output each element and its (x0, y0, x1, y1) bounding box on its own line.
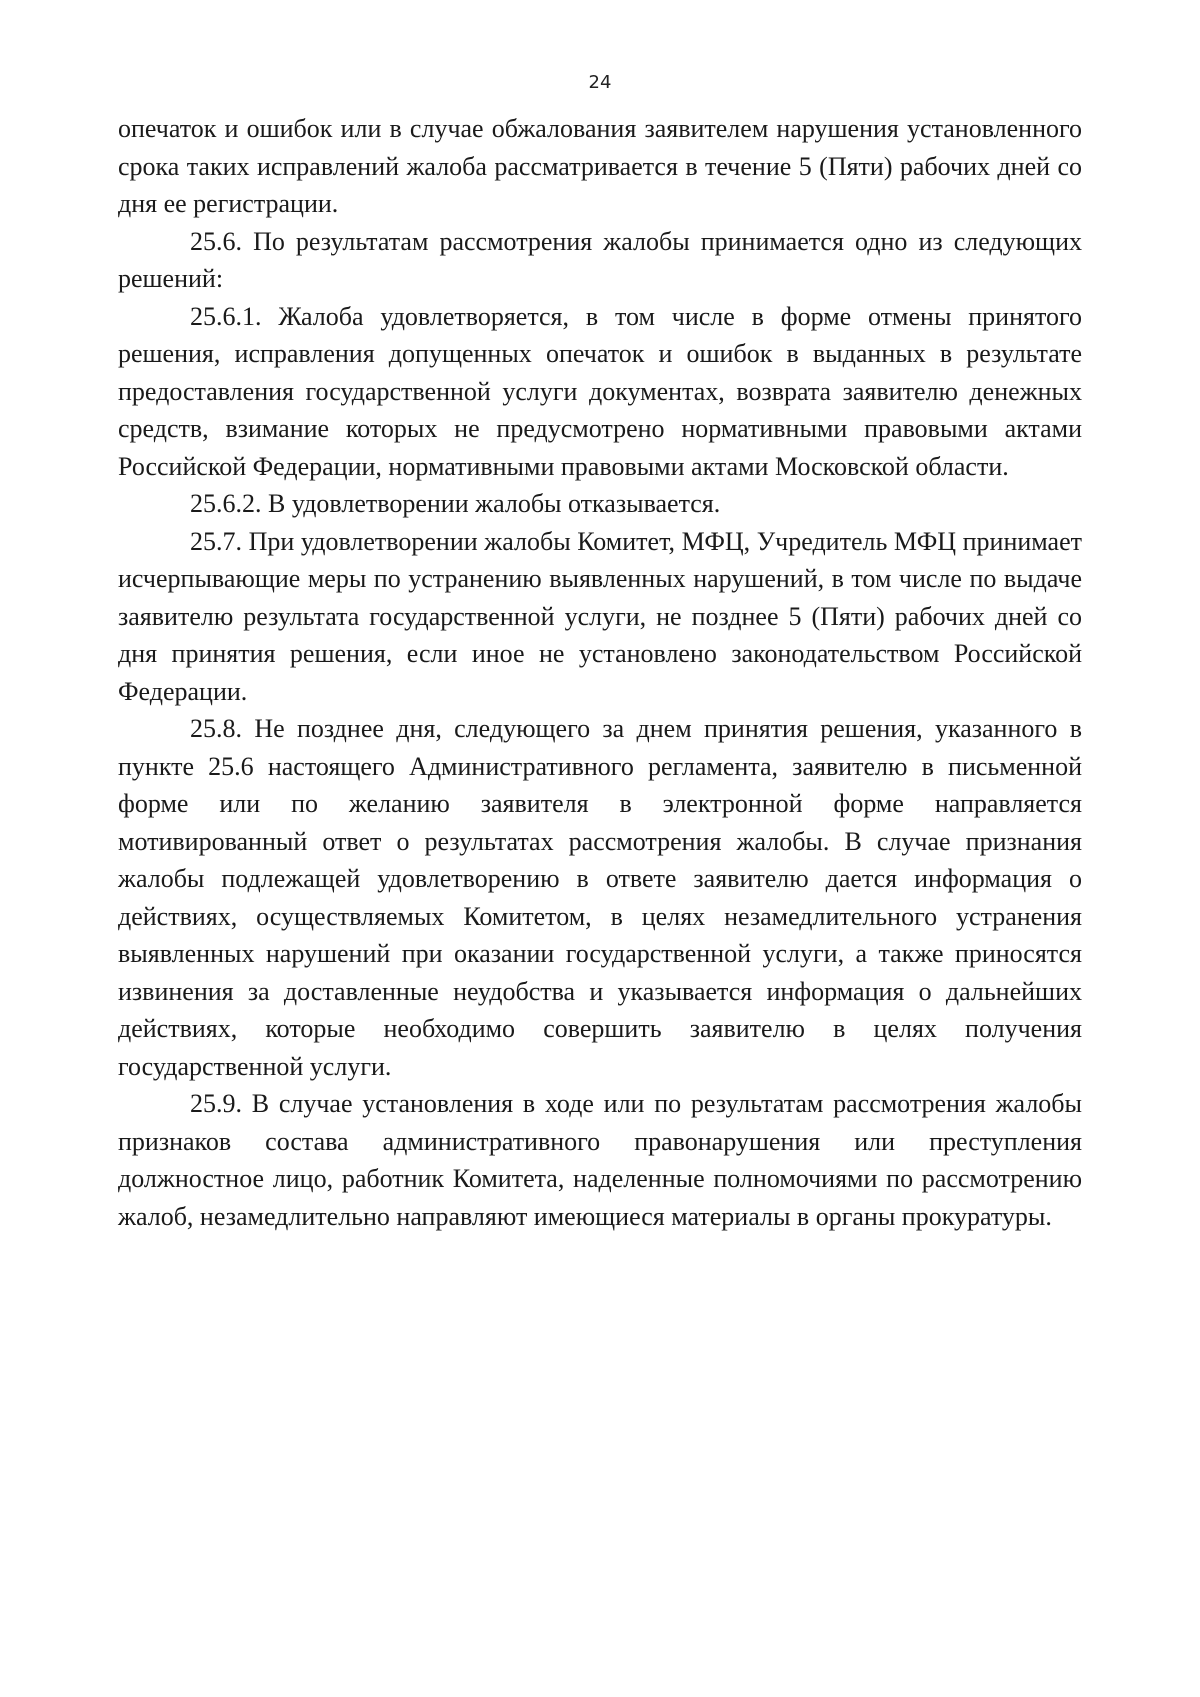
paragraph-25-8: 25.8. Не позднее дня, следующего за днем принятия решения, указанного в пункте 25.6 настоящего Административного регламента, заявителю в письменной форме или по желанию заявителя в электронной форме направляется мотивированный ответ о результатах рассмотрения жалобы. В случае признания жалобы подлежащей удовлетворению в ответе заявителю дается информация о действиях, осуществляемых Комитетом, в целях незамедлительного устранения выявленных нарушений при оказании государственной услуги, а также приносятся извинения за доставленные неудобства и указывается информация о дальнейших действиях, которые необходимо совершить заявителю в целях получения государственной услуги. (118, 714, 1082, 1081)
paragraph-25-6-1: 25.6.1. Жалоба удовлетворяется, в том числе в форме отмены принятого решения, исправления допущенных опечаток и ошибок в выданных в результате предоставления государственной услуги документах, возврата заявителю денежных средств, взимание которых не предусмотрено нормативными правовыми актами Российской Федерации, нормативными правовыми актами Московской области. (118, 301, 1082, 481)
page-number: 24 (588, 72, 612, 93)
paragraph-25-7: 25.7. При удовлетворении жалобы Комитет, МФЦ, Учредитель МФЦ принимает исчерпывающие меры по устранению выявленных нарушений, в том числе по выдаче заявителю результата государственной услуги, не позднее 5 (Пяти) рабочих дней со дня принятия решения, если иное не установлено законодательством Российской Федерации. (118, 526, 1082, 706)
paragraph-25-6: 25.6. По результатам рассмотрения жалобы принимается одно из следующих решений: (118, 226, 1082, 293)
paragraph-25-6-2: 25.6.2. В удовлетворении жалобы отказывается. (190, 489, 721, 518)
paragraph-continuation: опечаток и ошибок или в случае обжалования заявителем нарушения установленного срока таких исправлений жалоба рассматривается в течение 5 (Пяти) рабочих дней со дня ее регистрации. (118, 114, 1082, 218)
document-body (118, 110, 1082, 1235)
paragraph-25-9: 25.9. В случае установления в ходе или по результатам рассмотрения жалобы признаков состава административного правонарушения или преступления должностное лицо, работник Комитета, наделенные полномочиями по рассмотрению жалоб, незамедлительно направляют имеющиеся материалы в органы прокуратуры. (118, 1089, 1082, 1231)
